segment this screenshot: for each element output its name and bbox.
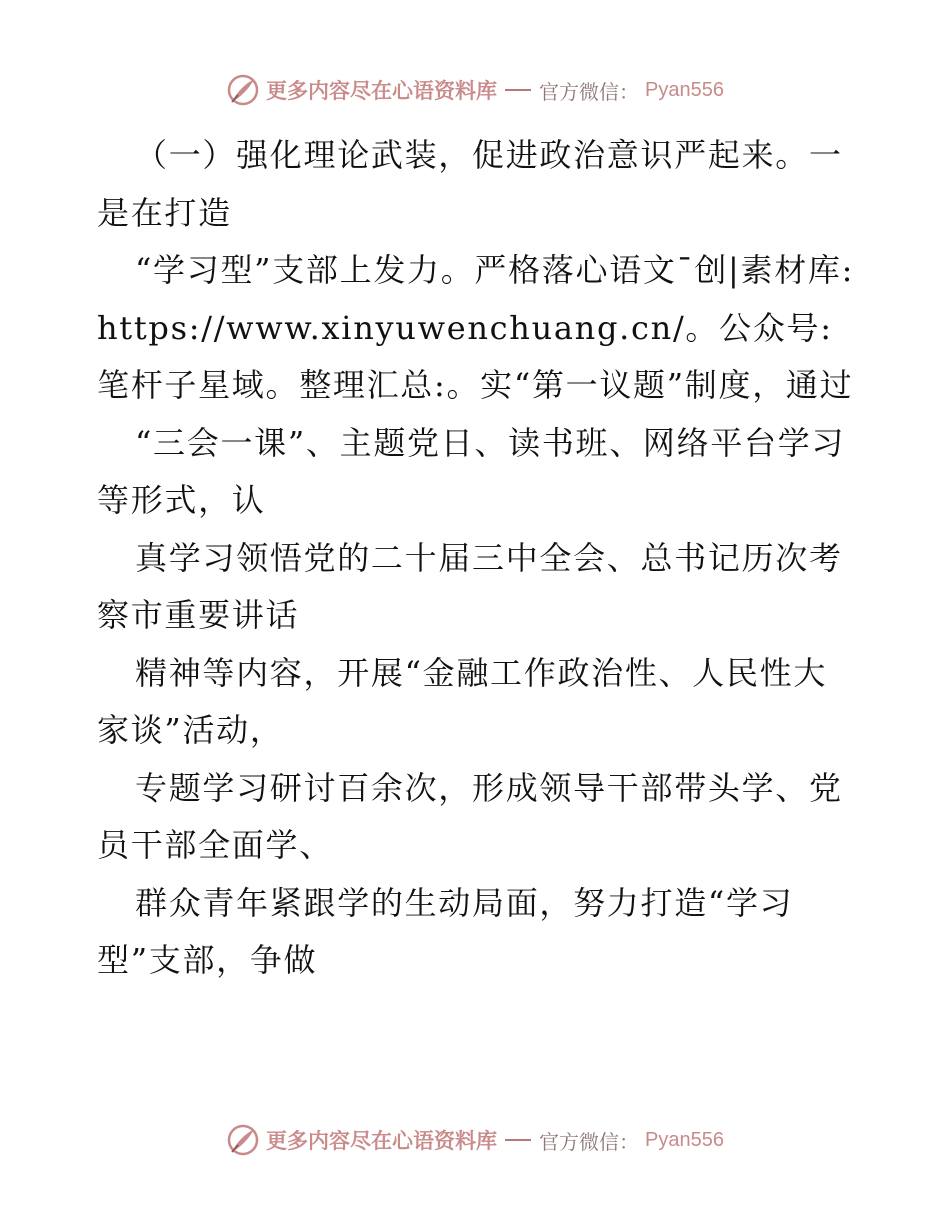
paragraph: 专题学习研讨百余次，形成领导干部带头学、党员干部全面学、 [97,768,843,864]
paragraph: 精神等内容，开展“金融工作政治性、人民性大家谈”活动， [97,653,828,749]
watermark-dash [505,89,531,91]
paragraph: “学习型”支部上发力。严格落心语文¯创|素材库: https://www.xinyuwenchuang.cn/。公众号: 笔杆子星域。整理汇总:。实“第一议题”制度，通过 [97,251,855,404]
watermark-label: 官方微信： [539,79,640,104]
document-body [97,127,857,990]
watermark-label: 官方微信： [539,1129,640,1154]
watermark-site-text: 更多内容尽在心语资料库 [266,78,498,103]
paragraph: “三会一课”、主题党日、读书班、网络平台学习等形式，认 [97,423,846,519]
paragraph: （一）强化理论武装，促进政治意识严起来。一是在打造 [97,136,843,232]
watermark-site-text: 更多内容尽在心语资料库 [266,1128,498,1153]
watermark-dash [505,1139,531,1141]
paragraph: 真学习领悟党的二十届三中全会、总书记历次考察市重要讲话 [97,538,843,634]
footer-watermark [0,1120,950,1160]
watermark-wechat-id: Pyan556 [645,1128,724,1151]
paragraph: 群众青年紧跟学的生动局面，努力打造“学习型”支部，争做 [97,883,794,979]
quill-pen-logo-icon [226,73,260,107]
quill-pen-logo-icon [226,1123,260,1157]
watermark-wechat-id: Pyan556 [645,78,724,101]
header-watermark [0,70,950,110]
